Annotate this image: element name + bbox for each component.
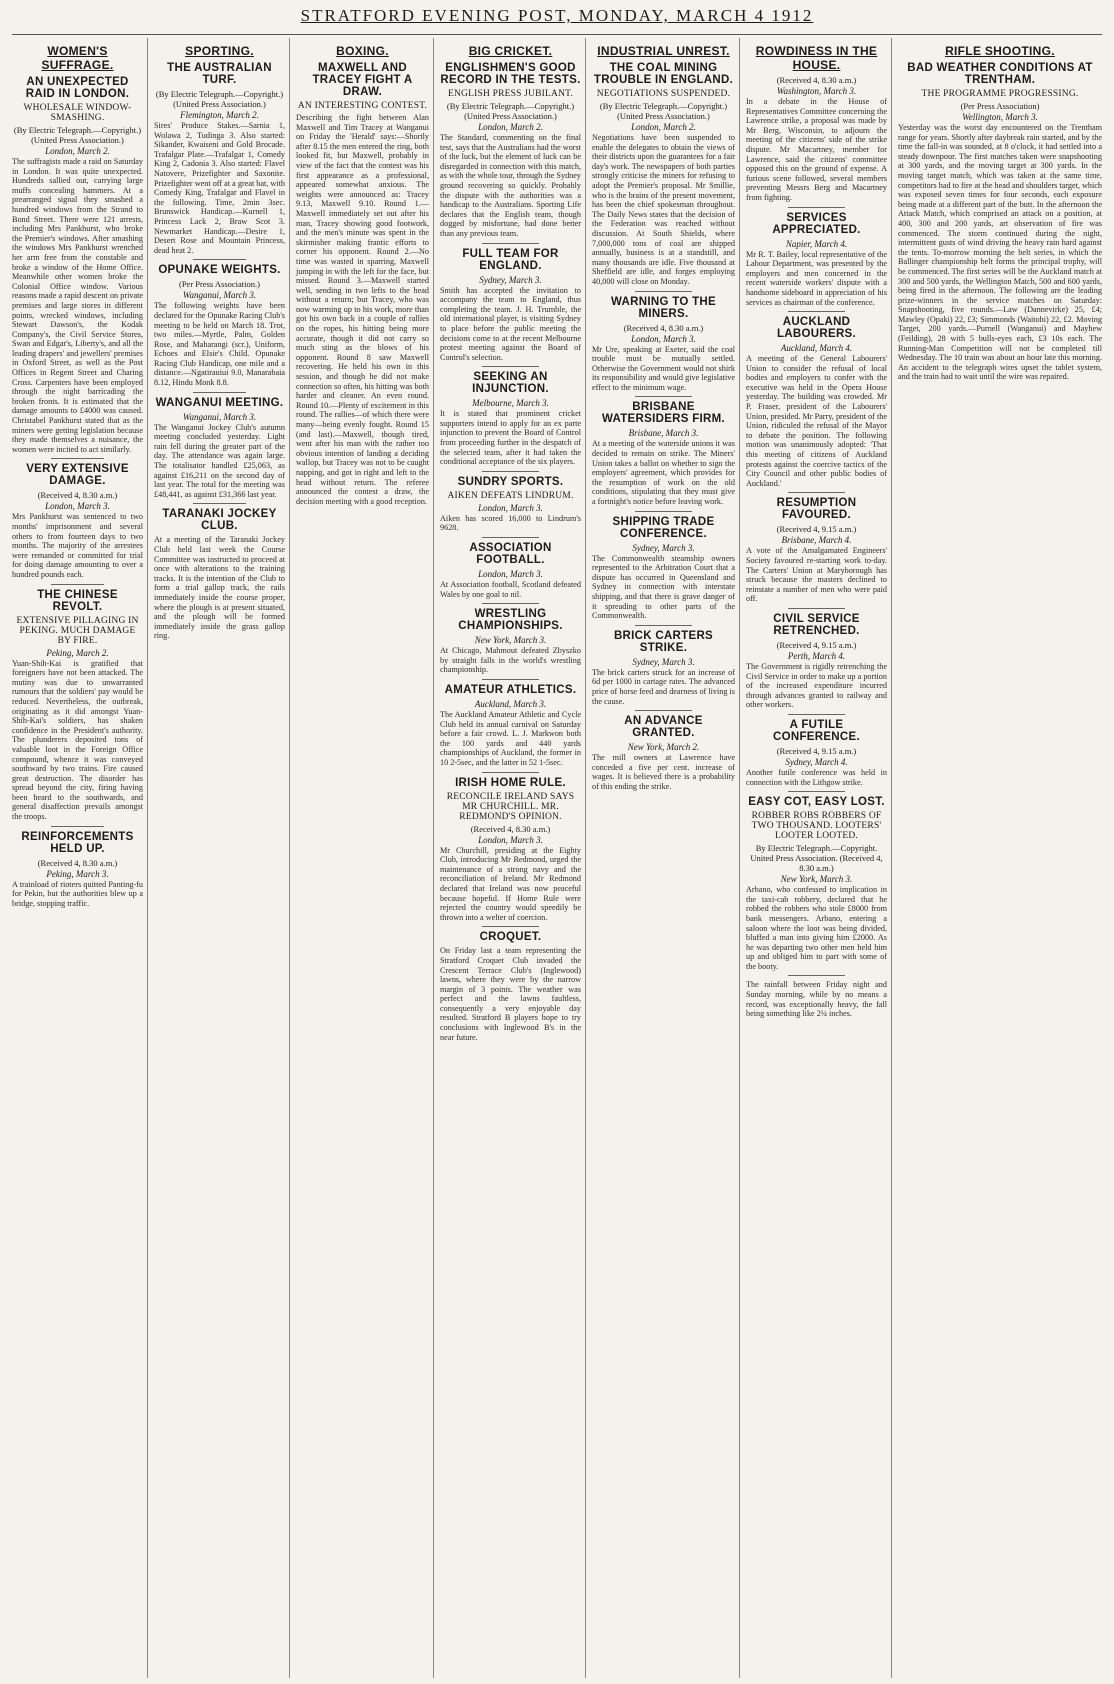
article-divider bbox=[482, 603, 538, 604]
article-credit: (By Electric Telegraph.—Copyright.) (United Press Association.) bbox=[599, 101, 728, 121]
article bbox=[154, 259, 285, 387]
article-divider bbox=[635, 511, 692, 512]
article-body: Another futile conference was held in connection with the Lithgow strike. bbox=[746, 767, 887, 787]
article-body: A meeting of the General Labourers' Union to consider the refusal of local bodies and employers to confer with the executive was held in the Opera House yesterday. The building was crowded. Mr P. Fraser, president of the Labourers' Union, presided. Mr Parry, president of the Union, ridiculed the refusal of the Mayor to debate the position. The following motion was unanimously adopted: 'That this meeting of citizens of Auckland protests against the coercive tactics of the City Council and other public bodies of Auckland.' bbox=[746, 354, 887, 488]
article-divider bbox=[51, 458, 103, 459]
article-headline: CIVIL SERVICE RETRENCHED. bbox=[773, 612, 860, 637]
article-divider bbox=[635, 396, 692, 397]
column-heading: BOXING. bbox=[336, 44, 389, 58]
column-heading: RIFLE SHOOTING. bbox=[945, 44, 1055, 58]
article-dateline: Sydney, March 3. bbox=[632, 542, 695, 553]
article-headline: ASSOCIATION FOOTBALL. bbox=[469, 542, 552, 567]
article-body: The rainfall between Friday night and Sunday morning, while by no means a record, was exceptionally heavy, the fall being something like 2¼ inches. bbox=[746, 980, 887, 1019]
article bbox=[12, 458, 143, 579]
article-body: Yuan-Shih-Kai is gratified that foreigners have not been attacked. The mutiny was due to unwarranted rumours that the soldiers' pay would be reduced. Nevertheless, the outbreak, originating as it did amongst Yuan-Shih-Kai's soldiers, has shaken confidence in the President's authority. The plunderers deposited tons of valuable loot in the Foreign Office compound, whence it was conveyed southward by two trains. Fire caused great destruction. The disorder has spread beyond the city, firing having been heard to the southwards, and general disaffection prevails amongst the troops. bbox=[12, 658, 143, 822]
article-deck: WHOLESALE WINDOW-SMASHING. bbox=[23, 103, 132, 123]
article bbox=[746, 608, 887, 710]
article-divider bbox=[482, 679, 538, 680]
article-body: The Auckland Amateur Athletic and Cycle Club held its annual carnival on Saturday before a fair crowd. L. J. Markwon both the 100 yards and 440 yards championships of Auckland, the former in 10 2-5sec, and the latter in 52 1-5sec. bbox=[440, 710, 581, 767]
article-body: Mr Churchill, presiding at the Eighty Club, introducing Mr Redmond, urged the maintenance of a strong navy and the reconciliation of Ireland. Mr Redmond declared that Ireland was now peaceful because hopeful. If Home Rule were rejected the country would speedily be thrown into a welter of coercion. bbox=[440, 845, 581, 922]
article-dateline: London, March 2. bbox=[45, 146, 110, 156]
article-headline: THE CHINESE REVOLT. bbox=[37, 588, 118, 613]
article-headline: WARNING TO THE MINERS. bbox=[611, 295, 716, 320]
article-dateline: London, March 3. bbox=[45, 501, 110, 512]
article-dateline: Auckland, March 4. bbox=[780, 343, 853, 354]
article-divider bbox=[635, 625, 692, 626]
article bbox=[440, 62, 581, 239]
article-dateline: Peking, March 3. bbox=[46, 868, 109, 879]
article-dateline: Washington, March 3. bbox=[776, 86, 857, 96]
article-credit: (By Electric Telegraph.—Copyright.) (United Press Association.) bbox=[155, 89, 284, 109]
article-body: At Chicago, Mahmout defeated Zbyszko by straight falls in the world's wrestling championship. bbox=[440, 646, 581, 675]
article-dateline: Perth, March 4. bbox=[787, 650, 846, 661]
article-body: The Wanganui Jockey Club's autumn meeting concluded yesterday. Light rain fell during the greater part of the day. The attendance was again large. The totalisator handled £25,063, as against £16,211 on the second day of last year. The total for the meeting was £48,441, as against £31,366 last year. bbox=[154, 422, 285, 499]
article-divider bbox=[788, 492, 844, 493]
article-body: Mr Ure, speaking at Exeter, said the coal trouble must be mutually settled. Otherwise the Government would not shirk its responsibility and would give legislative effect to the minimum wage. bbox=[592, 344, 735, 392]
article-deck: AN INTERESTING CONTEST. bbox=[297, 101, 428, 111]
article-credit: (Received 4, 8.30 a.m.) bbox=[470, 823, 551, 834]
article-headline: SUNDRY SPORTS. bbox=[457, 475, 564, 488]
article-deck: AIKEN DEFEATS LINDRUM. bbox=[447, 490, 574, 501]
column-1 bbox=[8, 38, 148, 1678]
article-dateline: London, March 3. bbox=[478, 834, 543, 845]
article-credit: (Received 4, 9.15 a.m.) bbox=[776, 745, 857, 756]
article-headline: THE COAL MINING TROUBLE IN ENGLAND. bbox=[593, 62, 734, 86]
article-divider bbox=[635, 291, 692, 292]
article bbox=[296, 62, 429, 506]
article-body: Smith has accepted the invitation to accompany the team to England, thus completing the team. J. H. Trumble, the old international player, is visiting Sydney to place before the public meeting the decisions come to at the recent Melbourne protest meeting against the Board of Control's selection. bbox=[440, 285, 581, 362]
article-headline: EASY COT, EASY LOST. bbox=[748, 796, 885, 809]
article-dateline: London, March 2. bbox=[478, 122, 543, 132]
article bbox=[592, 625, 735, 706]
article-body: On Friday last a team representing the Stratford Croquet Club invaded the Crescent Terrace Club's (Inglewood) lawns, where they were by the narrow margin of 3 points. The weather was perfect and the lawns faultless, consequently a very enjoyable day resulted. Stratford B players hope to try conclusions with Inglewood B's in the near future. bbox=[440, 946, 581, 1042]
article bbox=[440, 926, 581, 1042]
article-body: The Commonwealth steamship owners represented to the Arbitration Court that a dispute has occurred in Queensland and Sydney in connection with interstate shipping, and that there is grave danger of it spreading to other parts of the Commonwealth. bbox=[592, 553, 735, 621]
article-body: At Association football, Scotland defeated Wales by one goal to nil. bbox=[440, 580, 581, 599]
article-headline: SEEKING AN INJUNCTION. bbox=[472, 371, 549, 396]
article-dateline: Sydney, March 3. bbox=[479, 274, 542, 285]
article-dateline: Sydney, March 4. bbox=[785, 756, 848, 767]
column-4 bbox=[436, 38, 586, 1678]
column-heading: BIG CRICKET. bbox=[468, 44, 553, 58]
article-dateline: New York, March 2. bbox=[627, 742, 700, 753]
article-credit: (Received 4, 8.30 a.m.) bbox=[776, 75, 857, 85]
article bbox=[12, 826, 143, 909]
article-body: A vote of the Amalgamated Engineers' Society favoured re-starting work to-day. The Carters' Union at Maryborough has struck because the masters declined to reinstate a number of men who were paid off. bbox=[746, 546, 887, 604]
article-headline: CROQUET. bbox=[479, 931, 542, 944]
column-3 bbox=[292, 38, 434, 1678]
article-headline: A FUTILE CONFERENCE. bbox=[772, 718, 860, 743]
article-dateline: Brisbane, March 3. bbox=[628, 428, 699, 439]
article-body: In a debate in the House of Representatives Committee concerning the Lawrence strike, a proposal was made by Mr Berg, Wisconsin, to adjourn the meeting of the citizens' side of the strike dispute. Mr Macartney, member for Lawrence, said the citizens' committee opposed this on the ground of expense. A furious scene followed, several members preventing Messrs Berg and Macartney from fighting. bbox=[746, 97, 887, 202]
article-headline: REINFORCEMENTS HELD UP. bbox=[21, 830, 134, 855]
article-divider bbox=[788, 714, 844, 715]
article bbox=[746, 791, 887, 971]
article-headline: AN ADVANCE GRANTED. bbox=[624, 715, 703, 740]
article-headline: SHIPPING TRADE CONFERENCE. bbox=[612, 515, 715, 540]
article-dateline: Wanganui, March 3. bbox=[182, 411, 257, 422]
article-credit: (By Electric Telegraph.—Copyright.) (United Press Association.) bbox=[446, 101, 575, 121]
article-headline: IRISH HOME RULE. bbox=[455, 776, 566, 789]
article-dateline: Sydney, March 3. bbox=[632, 656, 695, 667]
article-headline: ENGLISHMEN'S GOOD RECORD IN THE TESTS. bbox=[440, 62, 581, 86]
article-headline: AUCKLAND LABOURERS. bbox=[776, 316, 857, 341]
article-headline: RESUMPTION FAVOURED. bbox=[776, 497, 857, 522]
article-deck: RECONCILE IRELAND SAYS MR CHURCHILL. MR. REDMOND'S OPINION. bbox=[446, 791, 575, 822]
article-headline: OPUNAKE WEIGHTS. bbox=[158, 264, 281, 277]
article-body: The Standard, commenting on the final test, says that the Australians had the worst of the luck, but the element of luck can be disregarded in connection with this match, as with the whole tour, through the Sydney ground recovering so quickly. Probably the dispute with the authorities was a handicap to the Australians. Sporting Life declares that the English team, though dogged by misfortune, had done better than any previous team. bbox=[440, 133, 581, 238]
article-dateline: London, March 3. bbox=[478, 502, 543, 513]
article-headline: AN UNEXPECTED RAID IN LONDON. bbox=[25, 76, 130, 100]
article bbox=[746, 311, 887, 488]
article-headline: FULL TEAM FOR ENGLAND. bbox=[462, 247, 559, 272]
article-body: A trainload of rioters quitted Panting-fu for Pekin, but the authorities blew up a bridge, stopping traffic. bbox=[12, 879, 143, 908]
article-dateline: New York, March 3. bbox=[780, 874, 853, 885]
article-body: Mrs Pankhurst was sentenced to two months' imprisonment and several others to from fourteen days to two months. The majority of the arrestees were remanded or committed for trial for doing damage amounting to over a hundred pounds each. bbox=[12, 512, 143, 579]
article bbox=[440, 243, 581, 363]
article-dateline: Napier, March 4. bbox=[785, 238, 848, 249]
article-headline: MAXWELL AND TRACEY FIGHT A DRAW. bbox=[312, 62, 413, 98]
article-deck: EXTENSIVE PILLAGING IN PEKING. MUCH DAMAGE BY FIRE. bbox=[16, 615, 139, 646]
article bbox=[746, 492, 887, 604]
column-7 bbox=[894, 38, 1106, 1678]
article-dateline: London, March 3. bbox=[631, 333, 696, 344]
article-deck: ENGLISH PRESS JUBILANT. bbox=[447, 89, 574, 99]
article-divider bbox=[193, 392, 245, 393]
article-credit: (Received 4, 9.15 a.m.) bbox=[776, 639, 857, 650]
column-heading: SPORTING. bbox=[185, 44, 254, 58]
column-heading: WOMEN'S SUFFRAGE. bbox=[41, 44, 114, 72]
article-body: The following weights have been declared for the Opunake Racing Club's meeting to be held on March 18. Trot, two miles.—Myrtle, Palm, Golden Rose, and Maharangi (scr.), Uniform, Echoes and Elsie's Child. Opunake Racing Club Handicap, one mile and a distance.—Ngatirauiui 9.0, Manarabaia 8.12, Hindu Monk 8.8. bbox=[154, 301, 285, 388]
article-headline: BRISBANE WATERSIDERS FIRM. bbox=[601, 401, 726, 426]
article-dateline: Melbourne, March 3. bbox=[472, 398, 549, 409]
article-credit: (Received 4, 9.15 a.m.) bbox=[776, 524, 857, 535]
article-headline: THE AUSTRALIAN TURF. bbox=[167, 62, 272, 86]
article-credit: (Received 4, 8.30 a.m.) bbox=[37, 857, 118, 868]
article bbox=[746, 75, 887, 203]
article-dateline: Wellington, March 3. bbox=[962, 112, 1038, 122]
column-heading: ROWDINESS IN THE HOUSE. bbox=[755, 44, 878, 72]
article-body: Describing the fight between Alan Maxwell and Tim Tracey at Wanganui on Friday the 'Herald' says:—Shortly after 8.15 the men entered the ring, both looked fit, but Maxwell, probably in view of the fact that the contest was his first appearance as a professional, appeared somewhat anxious. The weights were announced as: Tracey 9.13, Maxwell 9.10. Round 1.—Maxwell immediately set out after his man, Tracey showing good footwork, and the men's minute was spent in the skirmisher making frantic efforts to corner his opponent. Round 2.—No time was wasted in sparring, Maxwell jumping in with the left for the face, but missed. Round 3.—Maxwell started well, sending in two lefts to the head without a return; but Tracey, who was now warming up to his work, more than got his own back in a couple of rallies on the ropes, his hitting being more accurate, though it did not carry so much sting as the blows of his opponent. Round 8 saw Maxwell recovering. He held his own in this session, and though he did not make connection so often, his hitting was both harder and cleaner. An even round. Round 10.—Plenty of excitement in this round. The rallies—of which there were many—being evenly fought. Round 15 (and last).—Maxwell, though tired, went after his man with the rather too obvious intention of landing a deciding wallop, but Tracey was not to be caught napping, and got in right and left to the head without return. The referee announced the contest a draw, the decision meeting with a good reception. bbox=[296, 113, 429, 506]
article-dateline: Flemington, March 2. bbox=[180, 110, 259, 120]
masthead-rule bbox=[12, 34, 1102, 35]
article-body: It is stated that prominent cricket supporters intend to apply for an ex parte injunction to prevent the Board of Control from proceeding further in the despatch of the selected team, after it had taken the conditional acceptance of the six players. bbox=[440, 409, 581, 467]
article-divider bbox=[788, 207, 844, 208]
article-divider bbox=[482, 243, 538, 244]
article-divider bbox=[482, 772, 538, 773]
article-divider bbox=[788, 791, 844, 792]
article-headline: BAD WEATHER CONDITIONS AT TRENTHAM. bbox=[907, 62, 1093, 86]
article-divider bbox=[51, 826, 103, 827]
article-headline: VERY EXTENSIVE DAMAGE. bbox=[26, 463, 129, 488]
article-body: Sires' Produce Stakes.—Sarnia 1, Wolawa 2, Tudinga 3. Also started: Sikander, Kwaiseni and Gold Brocade. Trafalgar Plate.—Trafalgar 1, Comedy King 2, Cadonia 3. Also started: Flavel Natovere, Prizefighter and Saxonite. Prizefighter went off at a great bat, with Comedy King, Trafalgar and Flavel in the following. Time, 2min 3sec. Brunswick Handicap.—Kurnell 1, Princess Lack 2, Braw Scot 3. Newmarket Handicap.—Desire 1, Desert Rose and Mountain Princess, dead heat 2. bbox=[154, 121, 285, 255]
article-divider bbox=[482, 366, 538, 367]
article-credit: (Per Press Association) bbox=[960, 101, 1040, 111]
article-dateline: New York, March 3. bbox=[474, 635, 547, 646]
article-body: Yesterday was the worst day encountered on the Trentham range for years. Shortly after daybreak rain started, and by the time the fall-in was sounded, at 8 o'clock, it had settled into a steady downpour. The first matches taken were snapshooting at 300 yards, and the moving target at 300 yards. In the moving target match, which was taken at the same time, competitors had to fire at the head and shoulders target, which was exposed seven times for four seconds, each exposure being made at a different part of the butt. In the afternoon the Attack Match, which comprised an attack on a position, at 400, 300 and 200 yards, art observation of fire was commenced. The storm continued during the night, intermittent gusts of wind driving the heavy rain hard against the tents. To-morrow morning the belt series, in which the Ballinger championship belt forms the principal trophy, will be commenced. The first series will be the Auckland match at 300 and 500 yards, the Wellington Match, 500 and 600 yards, being fired in the afternoon. The following are the leading prize-winners in the service matches on Saturday: Snapshooting, five rounds.—Law (Dannevirke) 25, £4; Mawley (Opaki) 22, £3; Simmonds (Waitohi) 22, £2. Moving Target, 200 yards.—Purnell (Wanganui) and Mayhew (Feilding), 28 with 5 bulls-eyes each, £3 10s each. The Running-Man Competition will not be completed till Wednesday. The 10 train was about an hour late this morning. An accident to the telegraph wires upset the tablet system, and the train had to wait until the wire was repaired. bbox=[898, 123, 1102, 382]
article-body: The Government is rigidly retrenching the Civil Service in order to make up a portion of the increased expenditure incurred through advances granted to railway and other workers. bbox=[746, 661, 887, 710]
article-body: Mr R. T. Bailey, local representative of the Labour Department, was presented by the employers and men concerned in the recent waterside workers' dispute with a handsome sideboard in appreciation of his services as chairman of the conference. bbox=[746, 249, 887, 307]
article-credit: (Per Press Association.) bbox=[179, 279, 260, 290]
article-divider bbox=[482, 537, 538, 538]
article-headline: AMATEUR ATHLETICS. bbox=[444, 684, 577, 696]
article-divider bbox=[482, 926, 538, 927]
article bbox=[898, 62, 1102, 382]
article-headline: SERVICES APPRECIATED. bbox=[772, 211, 861, 236]
article-deck: NEGOTIATIONS SUSPENDED. bbox=[596, 89, 731, 99]
article-dateline: Wanganui, March 3. bbox=[182, 290, 257, 301]
article bbox=[746, 207, 887, 308]
article-divider bbox=[788, 608, 844, 609]
article bbox=[12, 76, 143, 454]
article bbox=[592, 511, 735, 621]
article-body: The mill owners at Lawrence have conceded a five per cent. increase of wages. It is believed there is a probability of this ending the strike. bbox=[592, 753, 735, 791]
article-dateline: London, March 3. bbox=[478, 569, 543, 580]
article bbox=[440, 537, 581, 599]
article bbox=[440, 603, 581, 675]
article bbox=[592, 62, 735, 287]
article-dateline: London, March 2. bbox=[631, 122, 696, 132]
article bbox=[592, 396, 735, 506]
article bbox=[592, 291, 735, 393]
article-divider bbox=[635, 710, 692, 711]
article-body: At a meeting of the waterside unions it was decided to remain on strike. The Miners' Union takes a ballot on whether to sign the employers' agreement, which provides for the resumption of work on the old conditions, stipulating that they must give a fortnight's notice before leaving work. bbox=[592, 439, 735, 507]
columns-container bbox=[0, 38, 1114, 1680]
masthead: STRATFORD EVENING POST, MONDAY, MARCH 4 1912 bbox=[300, 6, 814, 25]
article-credit: By Electric Telegraph.—Copyright. United Press Association. (Received 4, 8.30 a.m.) bbox=[750, 843, 883, 874]
column-5 bbox=[588, 38, 740, 1678]
article-divider bbox=[788, 975, 844, 976]
article bbox=[440, 679, 581, 768]
article-credit: (Received 4, 8.30 a.m.) bbox=[37, 490, 118, 501]
column-6 bbox=[742, 38, 892, 1678]
article-body: At a meeting of the Taranaki Jockey Club held last week the Course Committee was instructed to proceed at once with alterations to the training tracks. It is the intention of the Club to form a trial gallop track, the rails immediately inside the course proper, where the plough is at present situated, and the plough will be formed immediately inside the grass gallop ring. bbox=[154, 535, 285, 641]
article-body: The brick carters struck for an increase of 6d per 1000 in cartage rates. The advanced price of horse feed and dearness of living is the cause. bbox=[592, 667, 735, 706]
article-body: Negotiations have been suspended to enable the delegates to obtain the views of their districts upon the guarantees for a fair day's work. The newspapers of both parties strongly criticise the miners for refusing to adopt the Premier's proposal. Mr Smillie, who is the brains of the present movement, has been the chief spokesman throughout. The Daily News states that the decision of the Federation was reached without discussion. At South Shields, where 7,000,000 tons of coal are shipped annually, business is at a standstill, and many thousands are idle. Five thousand at Sheffield are idle, and forges employing 40,000 will close on Monday. bbox=[592, 133, 735, 286]
article bbox=[154, 62, 285, 255]
article bbox=[440, 366, 581, 467]
article bbox=[154, 503, 285, 641]
article-body: The suffragists made a raid on Saturday in London. It was quite unexpected. Hundreds sallied out, carrying large muffs concealing hammers. At a prearranged signal they smashed a hundred windows from the Strand to Bond Street. There were 121 arrests, including Mrs Pankhurst, who broke the Premier's windows. After smashing the windows Mrs Pankhurst wrenched her arm free from the constable and broke a window of the Home Office. Meanwhile other women broke the Colonial Office window. Various reasons made a rapid descent on private premises and large stores in different points, wrecked windows, including Stewart Dawson's, the Kodak Company's, the Civil Service Stores, Swan and Edgar's, Liberty's, and all the leading drapers' and jewellers' premises in Oxford Street, as well as the Post Offices in Regent Street and Charing Cross. Carpenters have been employed through the night barricading the broken fronts. It is estimated that the damage amounts to £4000 was caused. Christabel Pankhurst stated that as the miners were getting legislation because they made themselves a nuisance, the women were incited to act similarly. bbox=[12, 157, 143, 454]
article bbox=[440, 772, 581, 923]
article-dateline: Brisbane, March 4. bbox=[781, 535, 852, 546]
article-headline: TARANAKI JOCKEY CLUB. bbox=[162, 508, 277, 533]
article-dateline: Peking, March 2. bbox=[46, 647, 109, 658]
article-body: Arbano, who confessed to implication in the taxi-cab robbery, declared that he robbed the robbers who stole £8000 from bank messengers. Arbano, entering a saloon where the loot was being divided, bluffed a man into giving him £2000. As he was departing two other men held him up and obliged him to part with some of the booty. bbox=[746, 885, 887, 971]
column-2 bbox=[150, 38, 290, 1678]
article-deck: THE PROGRAMME PROGRESSING. bbox=[921, 89, 1079, 99]
article-credit: (Received 4, 8.30 a.m.) bbox=[623, 322, 704, 333]
article-headline: WANGANUI MEETING. bbox=[155, 396, 284, 409]
article-credit: (By Electric Telegraph.—Copyright.) (United Press Association.) bbox=[13, 125, 142, 145]
article bbox=[592, 710, 735, 791]
article-headline: BRICK CARTERS STRIKE. bbox=[613, 629, 714, 654]
article-divider bbox=[193, 503, 245, 504]
article-deck: ROBBER ROBS ROBBERS OF TWO THOUSAND. LOOTERS' LOOTER LOOTED. bbox=[751, 811, 882, 842]
article-headline: WRESTLING CHAMPIONSHIPS. bbox=[458, 608, 563, 633]
article-divider bbox=[482, 471, 538, 472]
article bbox=[746, 714, 887, 787]
article-body: Aiken has scored 16,000 to Lindrum's 9628. bbox=[440, 513, 581, 533]
article-divider bbox=[788, 311, 844, 312]
article bbox=[12, 584, 143, 822]
article bbox=[154, 392, 285, 500]
article-divider bbox=[51, 584, 103, 585]
article-divider bbox=[193, 259, 245, 260]
article bbox=[746, 975, 887, 1018]
column-heading: INDUSTRIAL UNREST. bbox=[597, 44, 730, 58]
article bbox=[440, 471, 581, 533]
article-dateline: Auckland, March 3. bbox=[474, 699, 547, 709]
